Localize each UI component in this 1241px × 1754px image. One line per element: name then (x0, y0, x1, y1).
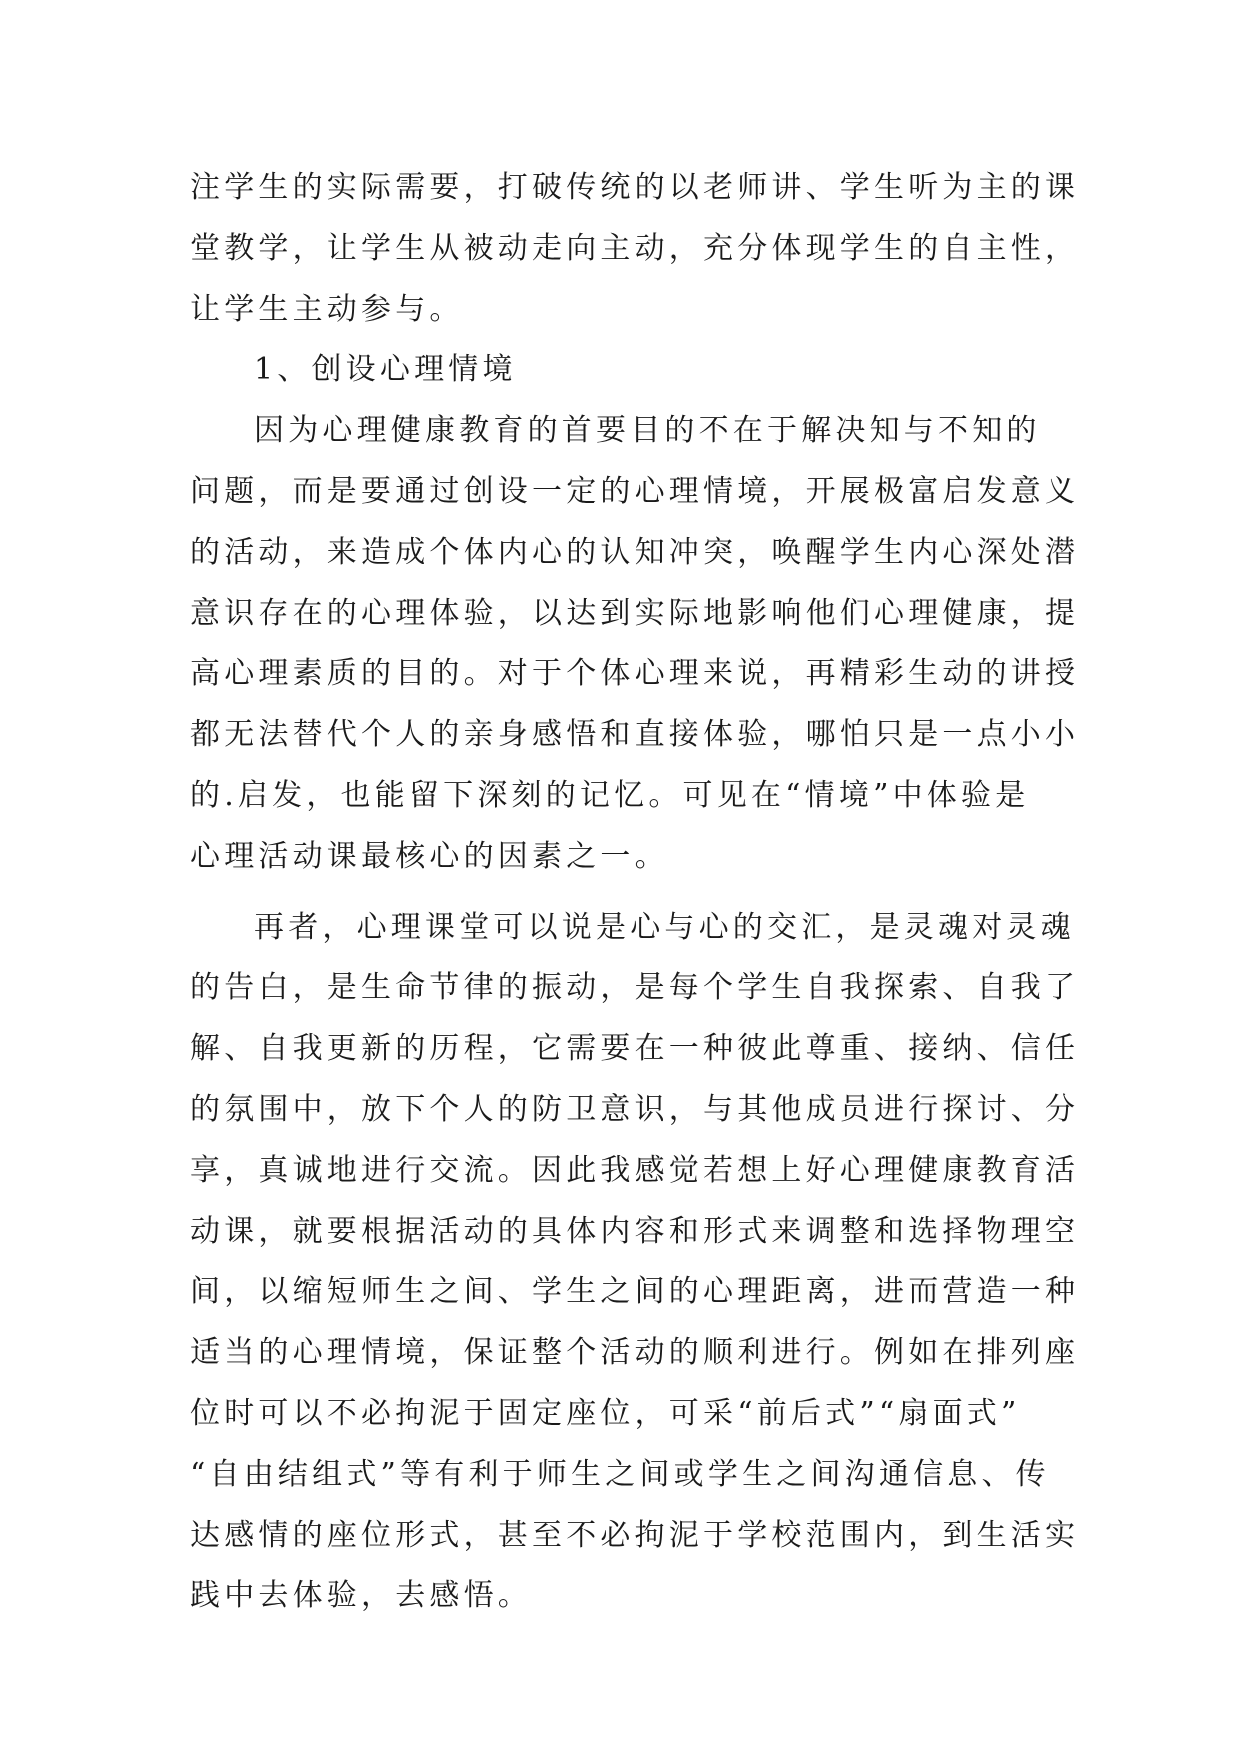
text-line: 的活动，来造成个体内心的认知冲突，唤醒学生内心深处潜 (190, 534, 1080, 570)
text-line: 的告白，是生命节律的振动，是每个学生自我探索、自我了 (190, 970, 1080, 1006)
text-line: 践中去体验，去感悟。 (190, 1578, 532, 1614)
text-line: “自由结组式”等有利于师生之间或学生之间沟通信息、传 (190, 1456, 1050, 1492)
document-body (190, 158, 1080, 1627)
text-line: 都无法替代个人的亲身感悟和直接体验，哪怕只是一点小小 (190, 717, 1080, 753)
text-line: 高心理素质的目的。对于个体心理来说，再精彩生动的讲授 (190, 656, 1080, 692)
text-line: 解、自我更新的历程，它需要在一种彼此尊重、接纳、信任 (190, 1031, 1080, 1067)
text-line: 注学生的实际需要，打破传统的以老师讲、学生听为主的课 (190, 170, 1080, 205)
text-line: 达感情的座位形式，甚至不必拘泥于学校范围内，到生活实 (190, 1517, 1080, 1553)
paragraph-gap (190, 888, 1060, 898)
text-line: 享，真诚地进行交流。因此我感觉若想上好心理健康教育活 (190, 1152, 1080, 1188)
text-line: 问题，而是要通过创设一定的心理情境，开展极富启发意义 (190, 473, 1080, 509)
paragraph-first-line: 再者，心理课堂可以说是心与心的交汇，是灵魂对灵魂 (254, 909, 1075, 945)
paragraph-first-line: 因为心理健康教育的首要目的不在于解决知与不知的 (254, 413, 1041, 449)
text-line: 位时可以不必拘泥于固定座位，可采“前后式”“扇面式” (190, 1395, 1021, 1431)
text-line: 堂教学，让学生从被动走向主动，充分体现学生的自主性， (190, 230, 1080, 266)
section-heading: 1、创设心理情境 (254, 352, 517, 388)
text-line: 的氛围中，放下个人的防卫意识，与其他成员进行探讨、分 (190, 1091, 1080, 1127)
text-line: 动课，就要根据活动的具体内容和形式来调整和选择物理空 (190, 1213, 1080, 1249)
text-line: 让学生主动参与。 (190, 291, 464, 327)
text-line: 间，以缩短师生之间、学生之间的心理距离，进而营造一种 (190, 1274, 1080, 1310)
text-line: 适当的心理情境，保证整个活动的顺利进行。例如在排列座 (190, 1335, 1080, 1371)
text-line: 心理活动课最核心的因素之一。 (190, 838, 669, 874)
text-line: 意识存在的心理体验，以达到实际地影响他们心理健康，提 (190, 595, 1080, 631)
text-line: 的.启发，也能留下深刻的记忆。可见在“情境”中体验是 (190, 777, 1030, 813)
